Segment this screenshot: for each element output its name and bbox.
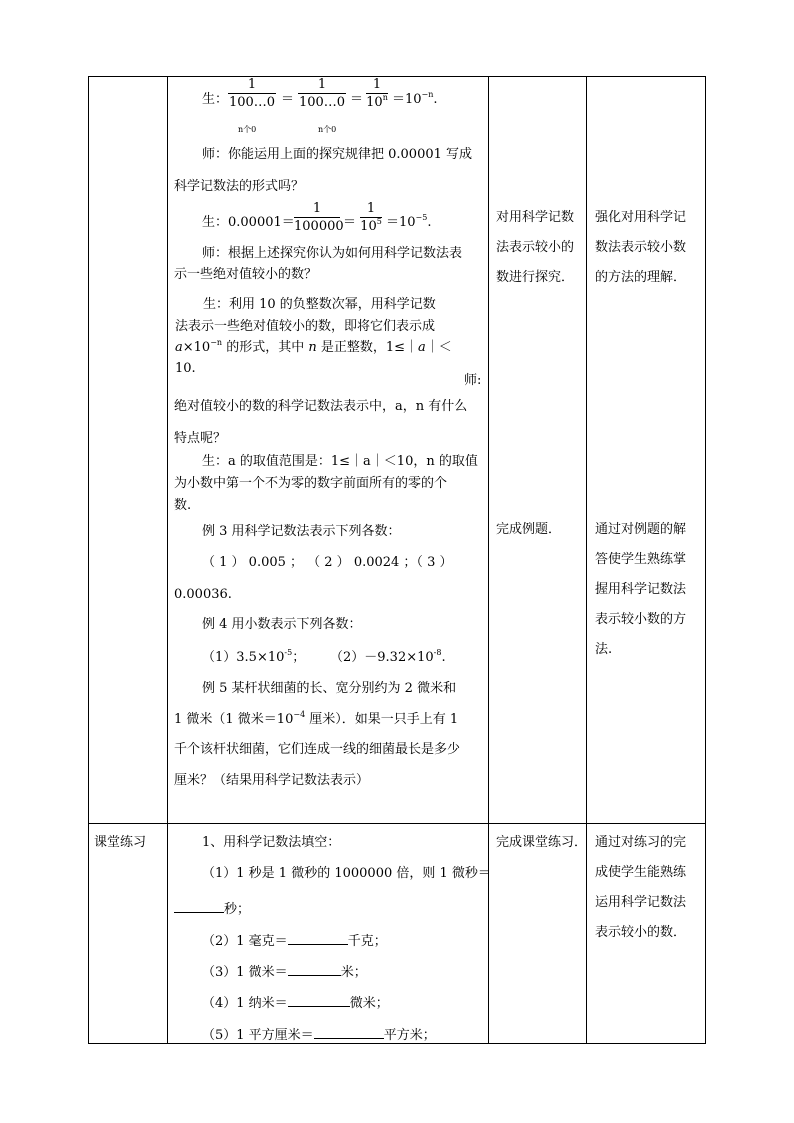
col-border-4 (705, 76, 706, 1044)
row-divider (88, 823, 706, 824)
practice-q4: （4）1 纳米＝ 微米； (202, 992, 389, 1010)
teacher-question-2-line1: 师：根据上述探究你认为如何用科学记数法表 (202, 246, 463, 261)
col-border-1 (167, 76, 168, 1044)
practice-title: 1、用科学记数法填空： (202, 835, 341, 850)
example-4-item-2: $(2)-9.32\times 10^{-8}$. (330, 648, 446, 665)
answer-blank-4[interactable] (288, 992, 350, 1007)
design-intent-1: 强化对用科学记 数法表示较小数 的方法的理解． (595, 210, 687, 285)
student-activity-1: 对用科学记数 法表示较小的 数进行探究． (496, 210, 575, 285)
fraction-1: $\frac{1}{100\dots 0}$ (228, 77, 276, 110)
answer-blank-3[interactable] (288, 961, 341, 976)
table-top-border (88, 76, 706, 77)
table-bottom-border (88, 1043, 706, 1044)
answer-blank-5[interactable] (314, 1024, 384, 1039)
example-5-line1: 例 5 某杆状细菌的长、宽分别约为 2 微米和 (202, 681, 457, 696)
teacher-question-1-line2: 科学记数法的形式吗？ (174, 179, 305, 194)
teacher-question-3-line2: 绝对值较小的数的科学记数法表示中，a，n 有什么 (174, 399, 468, 414)
answer-blank-1[interactable] (174, 898, 224, 913)
equals: ＝ (281, 92, 295, 107)
design-intent-3: 通过对练习的完 成使学生能熟练 运用科学记数法 表示较小的数． (595, 835, 687, 940)
example-3-items: （ 1 ） 0.005 ； （ 2 ） 0.0024 ；（ 3 ） (202, 555, 453, 570)
example-3-items-cont: 0.00036. (174, 587, 232, 602)
student-answer-2-line1: 生：利用 10 的负整数次幂，用科学记数 (203, 297, 436, 312)
student-answer-2-line3: $a\times 10^{-n}$ 的形式，其中 n 是正整数，1≤｜a｜＜ (175, 338, 452, 355)
result: $=10^{-n}$. (392, 90, 438, 107)
example-4-item-1: $(1)3.5\times 10^{-5}$； (202, 648, 306, 665)
student-activity-2: 完成例题． (496, 522, 562, 537)
teacher-question-3-line3: 特点呢？ (174, 431, 227, 446)
student-activity-3: 完成课堂练习． (496, 835, 588, 850)
practice-q5: （5）1 平方厘米＝ 平方米； (202, 1024, 436, 1042)
brace-label-2: n个0 (318, 125, 337, 134)
fraction-3: $\frac{1}{10^n}$ (366, 77, 388, 110)
fraction-a1-1: $\frac{1}{100000}$ (294, 201, 344, 234)
practice-q2: （2）1 毫克＝ 千克； (202, 930, 387, 948)
col-border-2 (488, 76, 489, 1044)
student-answer-3-line1: 生：a 的取值范围是：1≤｜a｜＜10，n 的取值 (202, 454, 478, 469)
brace-label: n个0 (238, 125, 257, 134)
teacher-question-3-label: 师: (464, 373, 482, 388)
teacher-question-2-line2: 示一些绝对值较小的数？ (174, 267, 318, 282)
example-5-line2: 1 微米（1 微米$=10^{-4}$ 厘米）．如果一只手上有 1 (174, 710, 459, 727)
student-answer-3-line3: 数. (174, 498, 192, 513)
design-intent-2: 通过对例题的解 答使学生熟练掌 握用科学记数法 表示较小数的方 法. (595, 522, 687, 657)
student-answer-3-line2: 为小数中第一个不为零的数字前面所有的零的个 (174, 476, 448, 491)
example-4-title: 例 4 用小数表示下列各数： (202, 617, 362, 632)
example-5-line4: 厘米？（结果用科学记数法表示） (174, 773, 370, 788)
teacher-question-1-line1: 师：你能运用上面的探究规律把 0.00001 写成 (202, 147, 473, 162)
fraction-a1-2: $\frac{1}{10^5}$ (360, 201, 382, 234)
row-label-practice: 课堂练习 (94, 835, 147, 850)
example-3-title: 例 3 用科学记数法表示下列各数： (202, 524, 401, 539)
practice-q3: （3）1 微米＝ 米； (202, 961, 367, 979)
practice-q1-line2: 秒； (174, 898, 250, 916)
col-border-0 (88, 76, 89, 1044)
student-answer-2-line4: 10. (175, 361, 196, 376)
fraction-2: $\frac{1}{100\dots 0}$ (298, 77, 346, 110)
student-answer-2-line2: 法表示一些绝对值较小的数，即将它们表示成 (175, 319, 436, 334)
equals-2: ＝ (350, 92, 364, 107)
speaker-label: 生： (202, 92, 229, 107)
answer-blank-2[interactable] (288, 930, 348, 945)
practice-q1-line1: （1）1 秒是 1 微秒的 1000000 倍，则 1 微秒＝ (202, 866, 491, 881)
col-border-3 (586, 76, 587, 1044)
example-5-line3: 千个该杆状细菌，它们连成一线的细菌最长是多少 (174, 742, 461, 757)
